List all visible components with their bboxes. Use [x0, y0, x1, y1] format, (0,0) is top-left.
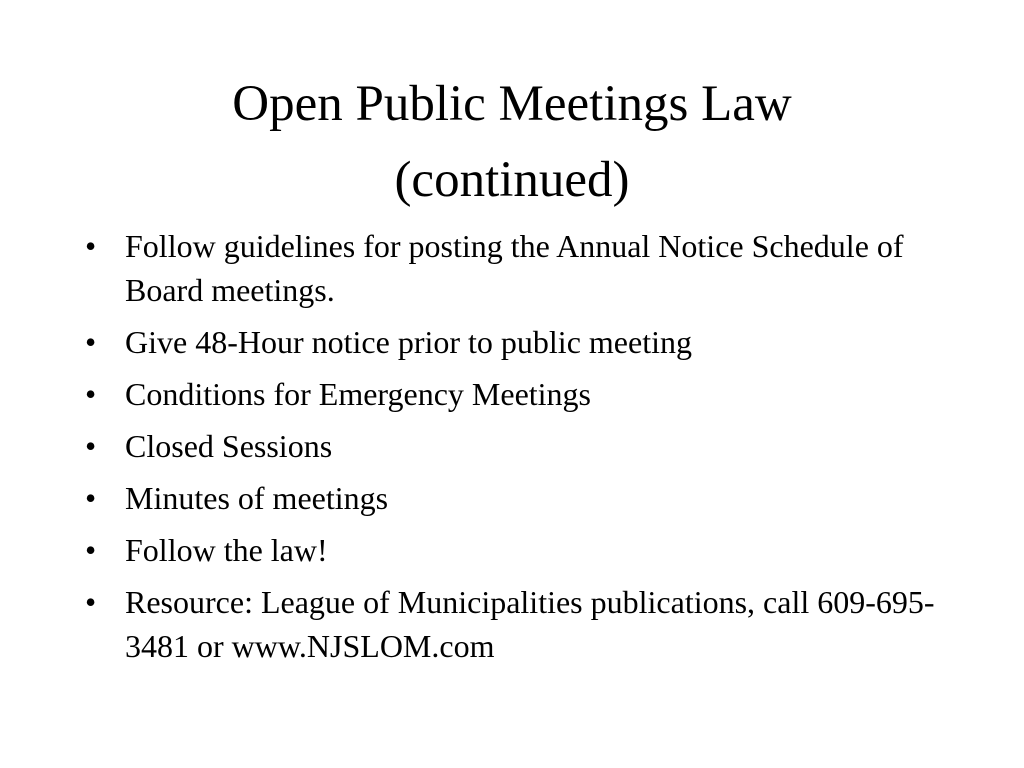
bullet-item-emergency-meetings [80, 372, 944, 416]
bullet-icon: • [85, 376, 97, 412]
bullet-icon: • [85, 480, 97, 516]
bullet-item-follow-law [80, 528, 944, 572]
bullet-icon: • [85, 228, 97, 264]
bullet-item-minutes [80, 476, 944, 520]
bullet-text: Minutes of meetings [125, 480, 389, 516]
bullet-item-closed-sessions [80, 424, 944, 468]
bullet-text: Resource: League of Municipalities publications, call 609-695-3481 or www.NJSLOM.com [125, 584, 935, 664]
bullet-icon: • [85, 428, 97, 464]
bullet-text: Closed Sessions [125, 428, 333, 464]
bullet-icon: • [85, 584, 97, 620]
slide-title-line-2: (continued) [394, 152, 630, 208]
bullet-item-annual-notice [80, 224, 944, 312]
bullet-text: Follow guidelines for posting the Annual Notice Schedule of Board meetings. [125, 228, 904, 308]
slide-title [80, 66, 944, 218]
bullet-item-resource [80, 580, 944, 668]
bullet-text: Conditions for Emergency Meetings [125, 376, 591, 412]
bullet-icon: • [85, 324, 97, 360]
bullet-icon: • [85, 532, 97, 568]
bullet-item-48-hour-notice [80, 320, 944, 364]
slide-title-line-1: Open Public Meetings Law [232, 76, 792, 132]
bullet-text: Follow the law! [125, 532, 328, 568]
bullet-text: Give 48-Hour notice prior to public meeting [125, 324, 692, 360]
bullet-list [80, 224, 944, 676]
